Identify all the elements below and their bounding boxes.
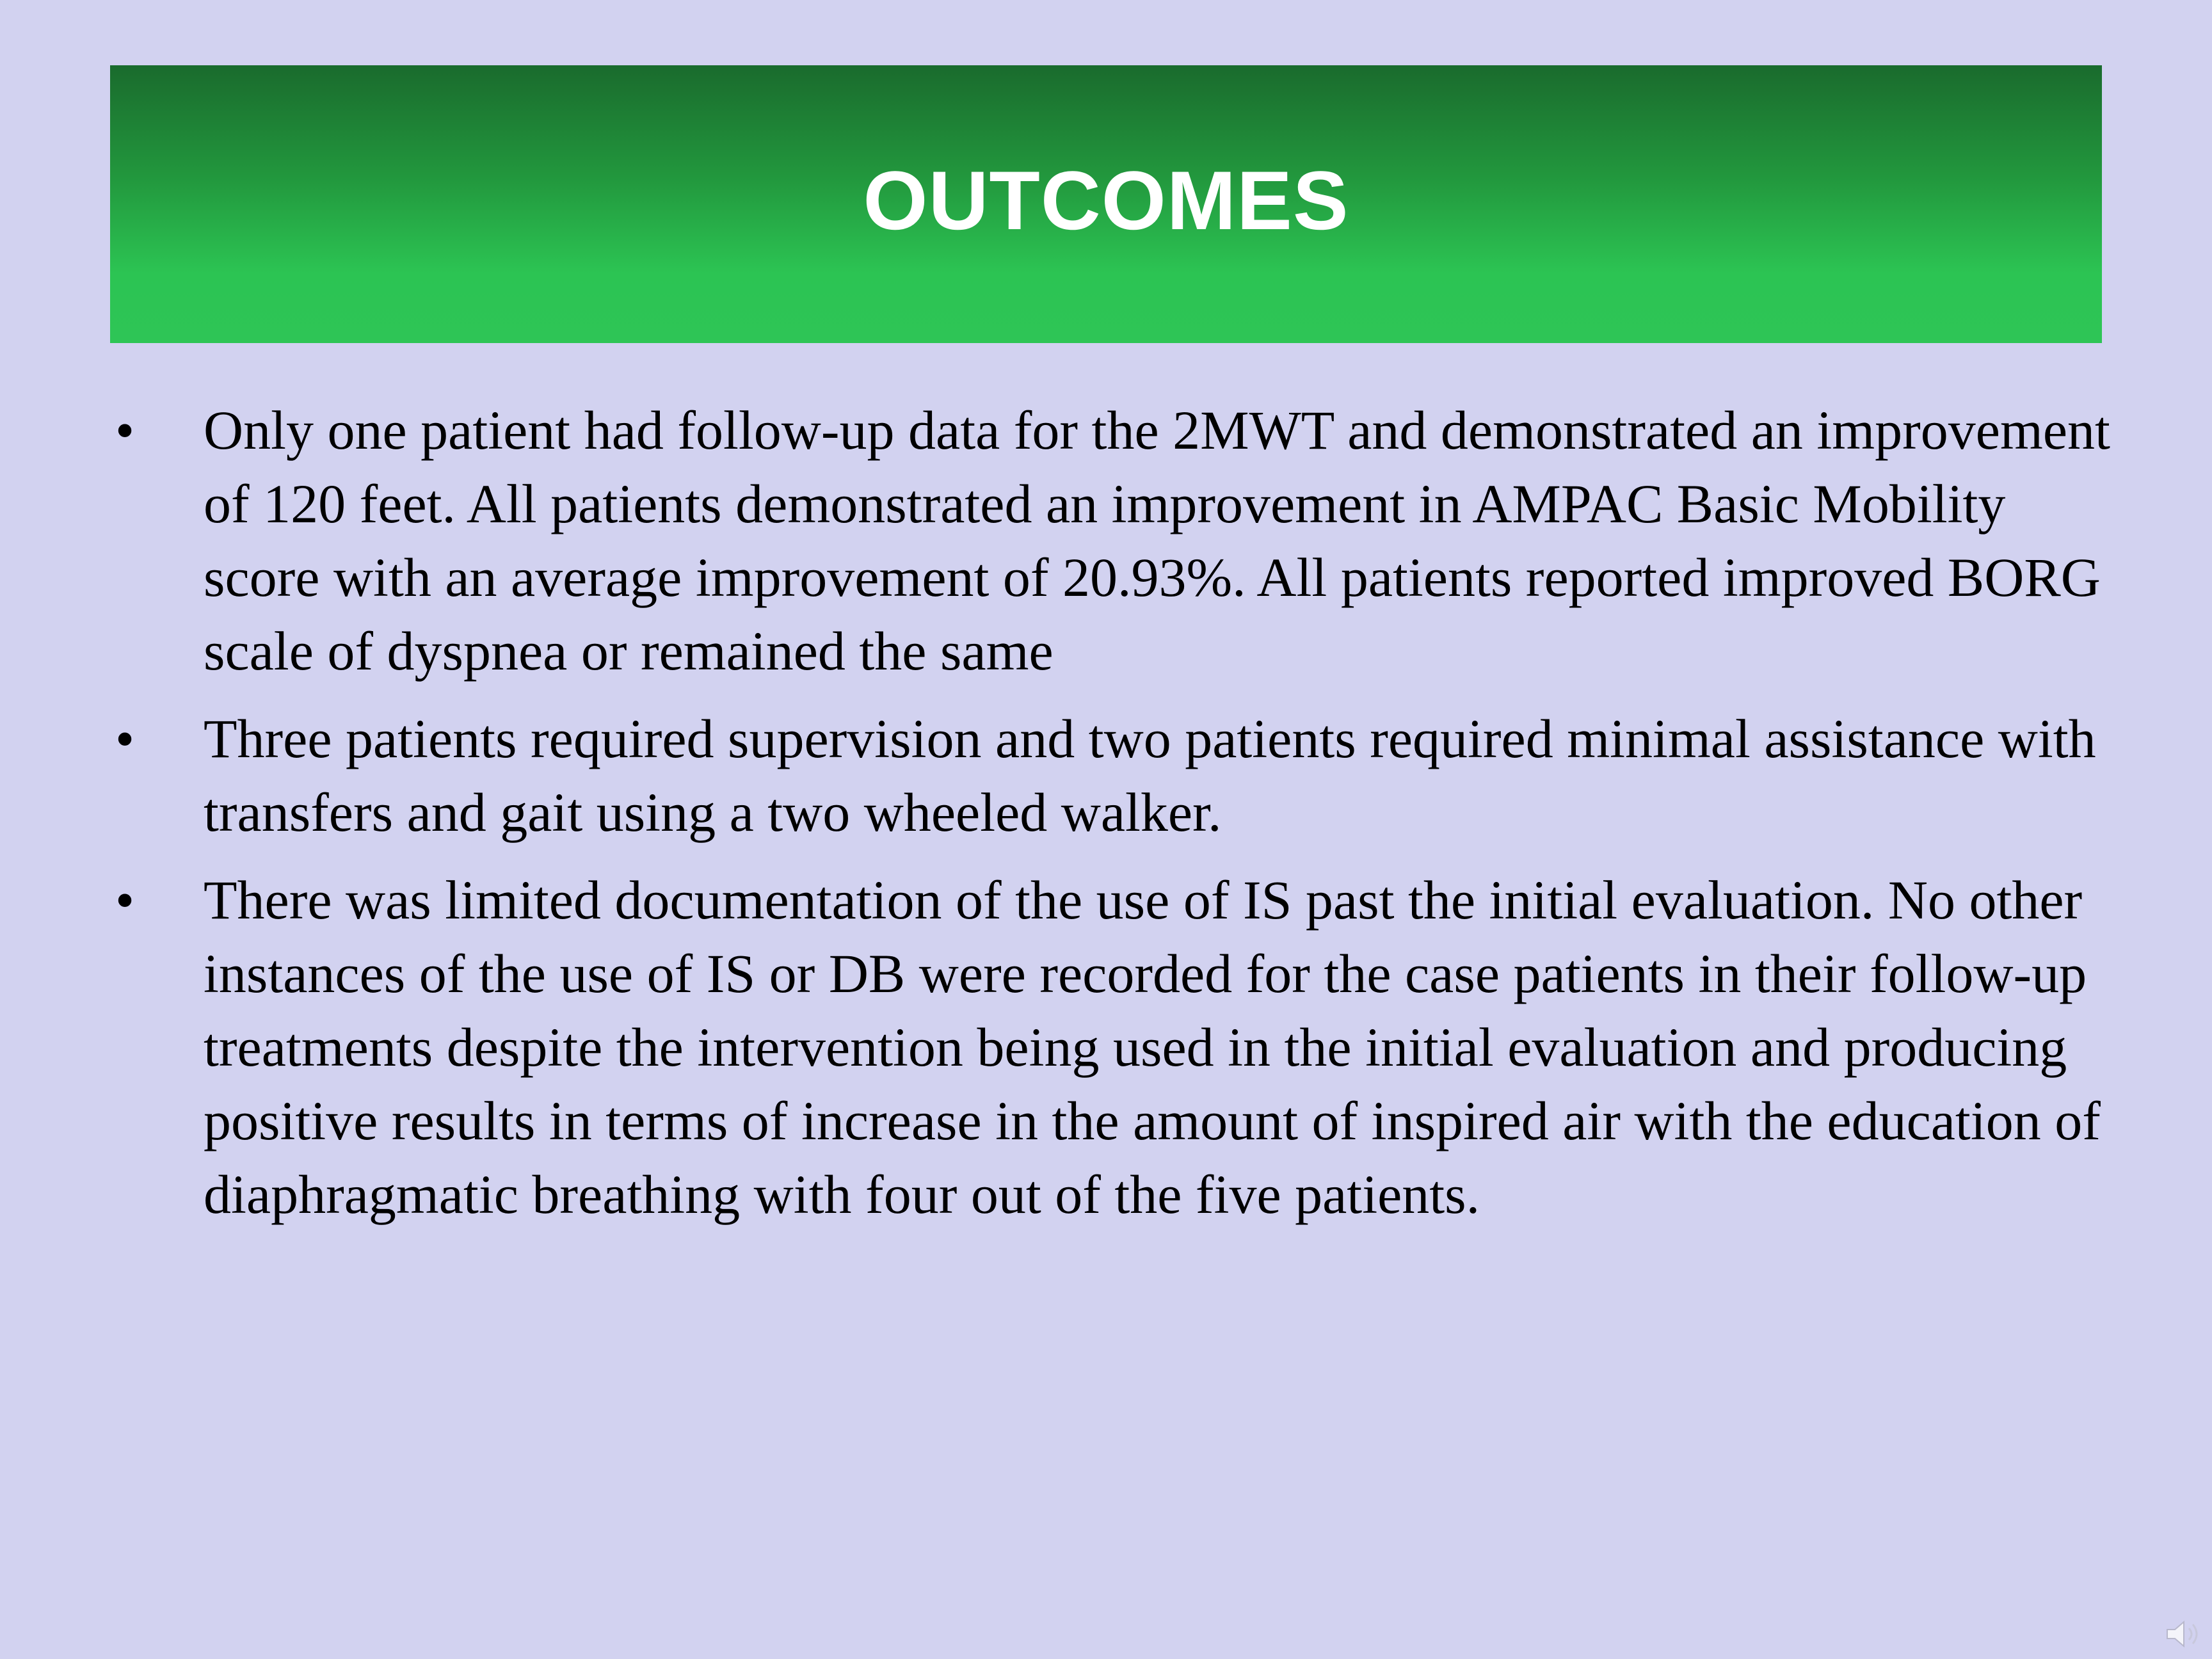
bullet-item: [115, 702, 2112, 849]
bullet-item: [115, 863, 2112, 1231]
bullet-list: [115, 394, 2112, 1246]
bullet-text: Only one patient had follow-up data for the 2MWT and demonstrated an improvement of 120 feet. All patients demonstrated an improvement in AMPAC Basic Mobility score with an average improvement of 20.93%. All patients reported improved BORG scale of dyspnea or remained the same: [204, 399, 2110, 682]
bullet-marker: •: [115, 399, 135, 461]
bullet-marker: •: [115, 869, 135, 931]
speaker-icon[interactable]: [2165, 1618, 2203, 1650]
bullet-item: [115, 394, 2112, 688]
title-bar: [110, 65, 2102, 343]
bullet-marker: •: [115, 708, 135, 769]
bullet-text: There was limited documentation of the use of IS past the initial evaluation. No other instances of the use of IS or DB were recorded for the case patients in their follow-up treatments despite the intervention being used in the initial evaluation and producing positive results in terms of increase in the amount of inspired air with the education of diaphragmatic breathing with four out of the five patients.: [204, 869, 2101, 1225]
slide-title: OUTCOMES: [863, 154, 1349, 247]
bullet-text: Three patients required supervision and two patients required minimal assistance with transfers and gait using a two wheeled walker.: [204, 708, 2096, 843]
